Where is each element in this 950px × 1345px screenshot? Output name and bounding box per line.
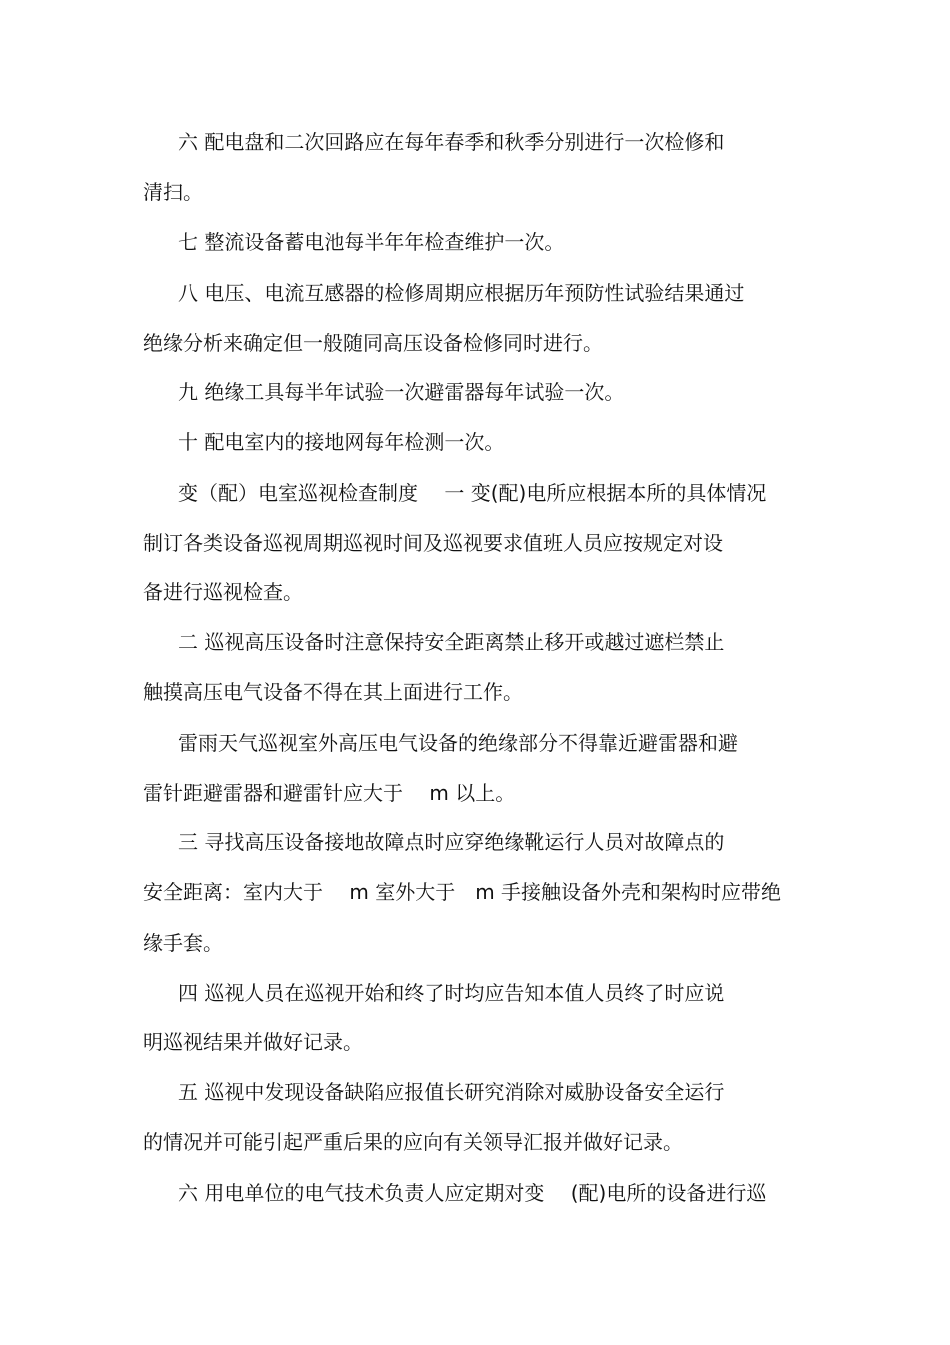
paragraph-line: 六 配电盘和二次回路应在每年春季和秋季分别进行一次检修和	[178, 130, 725, 154]
paragraph-line: 触摸高压电气设备不得在其上面进行工作。	[143, 680, 523, 704]
paragraph-line: 八 电压、电流互感器的检修周期应根据历年预防性试验结果通过	[178, 281, 745, 305]
paragraph-line: 七 整流设备蓄电池每半年年检查维护一次。	[178, 230, 565, 254]
paragraph-line: 清扫。	[143, 180, 203, 204]
paragraph-line: 二 巡视高压设备时注意保持安全距离禁止移开或越过遮栏禁止	[178, 630, 725, 654]
paragraph-line: 四 巡视人员在巡视开始和终了时均应告知本值人员终了时应说	[178, 981, 725, 1005]
paragraph-line: 六 用电单位的电气技术负责人应定期对变 (配)电所的设备进行巡	[178, 1181, 767, 1205]
paragraph-line: 备进行巡视检查。	[143, 580, 303, 604]
paragraph-line: 十 配电室内的接地网每年检测一次。	[178, 430, 505, 454]
paragraph-line: 雷针距避雷器和避雷针应大于 m 以上。	[143, 781, 516, 805]
paragraph-line: 九 绝缘工具每半年试验一次避雷器每年试验一次。	[178, 380, 625, 404]
paragraph-line: 三 寻找高压设备接地故障点时应穿绝缘靴运行人员对故障点的	[178, 830, 725, 854]
paragraph-line: 变（配）电室巡视检查制度 一 变(配)电所应根据本所的具体情况	[178, 481, 767, 505]
paragraph-line: 绝缘分析来确定但一般随同高压设备检修同时进行。	[143, 331, 603, 355]
paragraph-line: 五 巡视中发现设备缺陷应报值长研究消除对威胁设备安全运行	[178, 1080, 725, 1104]
paragraph-line: 的情况并可能引起严重后果的应向有关领导汇报并做好记录。	[143, 1130, 683, 1154]
paragraph-line: 制订各类设备巡视周期巡视时间及巡视要求值班人员应按规定对设	[143, 531, 723, 555]
paragraph-line: 明巡视结果并做好记录。	[143, 1030, 363, 1054]
paragraph-line: 雷雨天气巡视室外高压电气设备的绝缘部分不得靠近避雷器和避	[178, 731, 738, 755]
paragraph-line: 缘手套。	[143, 931, 223, 955]
paragraph-line: 安全距离：室内大于 m 室外大于 m 手接触设备外壳和架构时应带绝	[143, 880, 782, 904]
